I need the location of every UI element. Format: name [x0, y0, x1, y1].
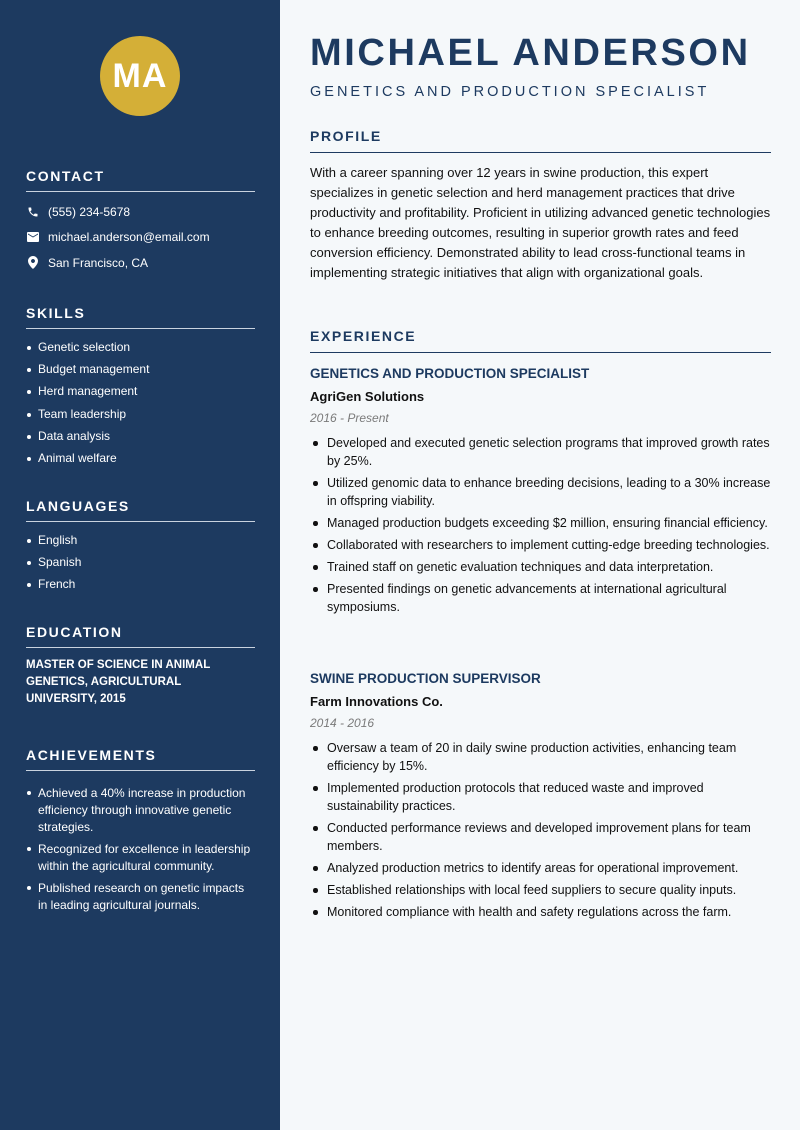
list-item: Team leadership: [26, 407, 255, 429]
education-section: [26, 624, 255, 708]
profile-heading: PROFILE: [310, 128, 771, 153]
list-item: Spanish: [26, 555, 255, 577]
phone-icon: [26, 205, 40, 219]
list-item: Herd management: [26, 384, 255, 406]
location-text: San Francisco, CA: [48, 255, 149, 270]
job-entry-dates: 2014 - 2016: [310, 716, 375, 730]
job-entry-2: [310, 671, 771, 925]
skills-heading: SKILLS: [26, 305, 255, 329]
contact-heading: CONTACT: [26, 168, 255, 192]
contact-email: [26, 225, 255, 251]
profile-text: With a career spanning over 12 years in swine production, this expert specializes in genetic selection and herd management practices that drive productivity and profitability. Proficient in utilizing advanced genetic technologies to enhance breeding outcomes, resulting in superior growth rates and feed conversion efficiency. Demonstrated ability to lead cross-functional teams in implementing strategic initiatives that align with organizational goals.: [310, 165, 771, 281]
candidate-name: MICHAEL ANDERSON: [310, 32, 751, 74]
list-item: Animal welfare: [26, 451, 255, 473]
job-entry-title: SWINE PRODUCTION SUPERVISOR: [310, 671, 541, 686]
email-icon: [26, 230, 40, 244]
list-item: Managed production budgets exceeding $2 million, ensuring financial efficiency.: [310, 514, 771, 532]
list-item: Presented findings on genetic advancements at international agricultural symposiums.: [310, 580, 771, 616]
achievements-heading: ACHIEVEMENTS: [26, 747, 255, 771]
contact-phone: [26, 199, 255, 225]
list-item: Oversaw a team of 20 in daily swine production activities, enhancing team efficiency by 15%.: [310, 739, 771, 775]
contact-section: [26, 168, 255, 276]
list-item: English: [26, 533, 255, 555]
skills-section: [26, 305, 255, 473]
job-entry-bullets: [310, 434, 771, 616]
list-item: Achieved a 40% increase in production efficiency through innovative genetic strategies.: [26, 785, 255, 836]
list-item: Published research on genetic impacts in leading agricultural journals.: [26, 880, 255, 914]
list-item: Monitored compliance with health and safety regulations across the farm.: [310, 903, 771, 921]
list-item: Analyzed production metrics to identify areas for operational improvement.: [310, 859, 771, 877]
location-pin-icon: [26, 256, 40, 270]
job-entry-1: [310, 366, 771, 620]
job-title: GENETICS AND PRODUCTION SPECIALIST: [310, 84, 710, 100]
education-heading: EDUCATION: [26, 624, 255, 648]
job-entry-title: GENETICS AND PRODUCTION SPECIALIST: [310, 366, 590, 381]
skills-list: [26, 340, 255, 473]
education-entry: MASTER OF SCIENCE IN ANIMAL GENETICS, AGRICULTURAL UNIVERSITY, 2015: [26, 659, 211, 705]
list-item: Utilized genomic data to enhance breeding decisions, leading to a 30% increase in offspring viability.: [310, 474, 771, 510]
languages-section: [26, 498, 255, 600]
job-entry-dates: 2016 - Present: [310, 411, 389, 425]
phone-text: (555) 234-5678: [48, 204, 131, 219]
list-item: Recognized for excellence in leadership within the agricultural community.: [26, 841, 255, 875]
list-item: Budget management: [26, 362, 255, 384]
contact-location: [26, 250, 255, 276]
list-item: Established relationships with local feed suppliers to secure quality inputs.: [310, 881, 771, 899]
list-item: Conducted performance reviews and developed improvement plans for team members.: [310, 819, 771, 855]
list-item: Collaborated with researchers to implement cutting-edge breeding technologies.: [310, 536, 771, 554]
languages-list: [26, 533, 255, 600]
languages-heading: LANGUAGES: [26, 498, 255, 522]
list-item: Data analysis: [26, 429, 255, 451]
list-item: Developed and executed genetic selection programs that improved growth rates by 25%.: [310, 434, 771, 470]
job-entry-company: Farm Innovations Co.: [310, 694, 443, 709]
sidebar: [0, 0, 280, 1130]
email-text[interactable]: michael.anderson@email.com: [48, 230, 210, 245]
list-item: French: [26, 577, 255, 599]
experience-heading: EXPERIENCE: [310, 328, 771, 353]
list-item: Trained staff on genetic evaluation techniques and data interpretation.: [310, 558, 771, 576]
list-item: Genetic selection: [26, 340, 255, 362]
achievements-list: [26, 785, 255, 914]
achievements-section: [26, 747, 255, 919]
job-entry-bullets: [310, 739, 771, 921]
avatar: MA: [100, 36, 180, 116]
job-entry-company: AgriGen Solutions: [310, 389, 425, 404]
list-item: Implemented production protocols that reduced waste and improved sustainability practices.: [310, 779, 771, 815]
